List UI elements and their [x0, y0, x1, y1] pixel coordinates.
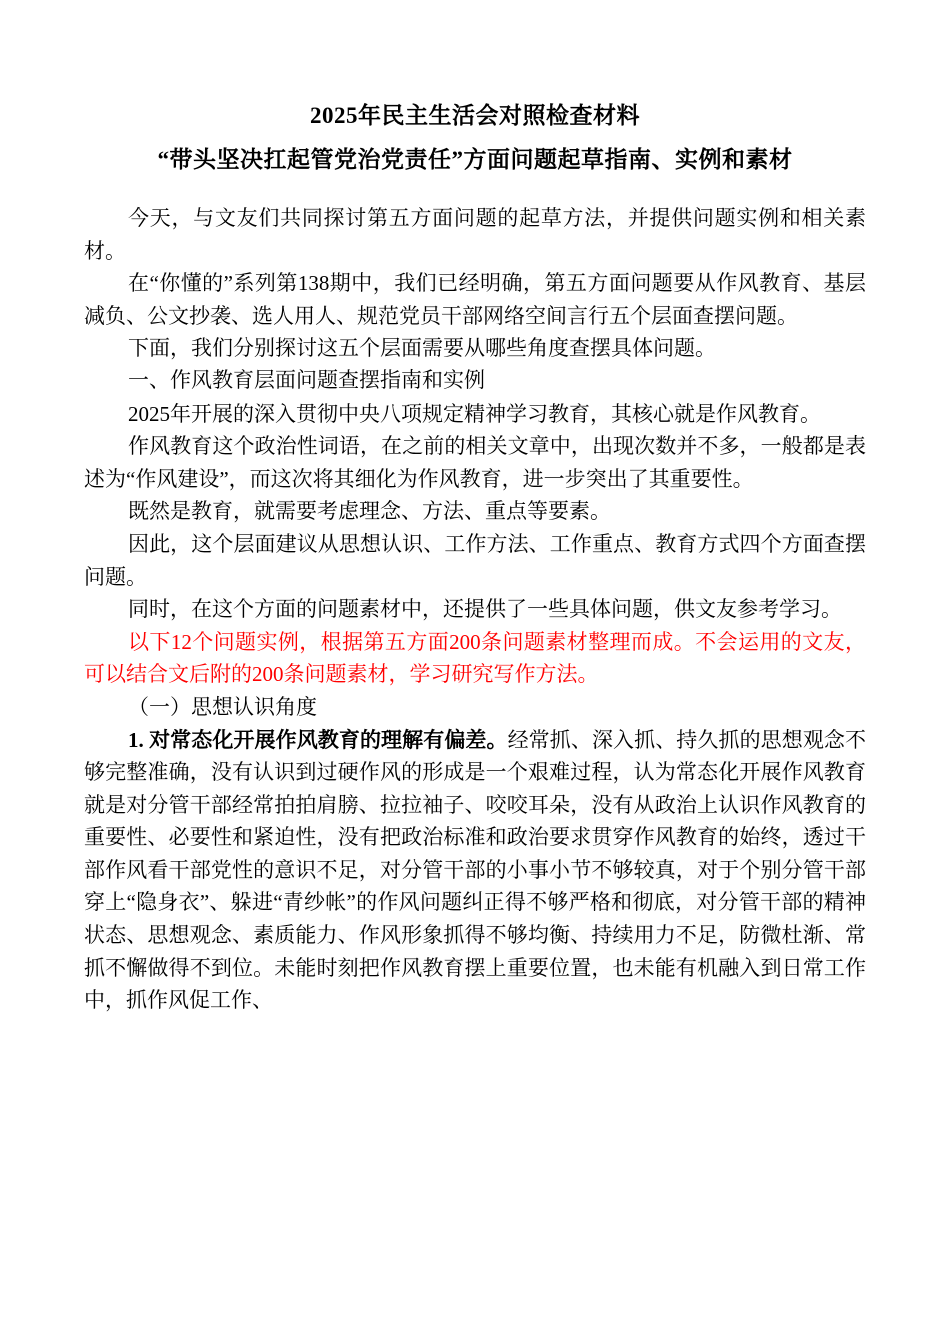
text-segment: 既然是教育，就需要考虑理念、方法、重点等要素。 [128, 499, 611, 524]
text-segment: 在“你懂的”系列第138期中，我们已经明确，第五方面问题要从作风教育、基层减负、公文抄袭、选人用人、规范党员干部网络空间言行五个层面查摆问题。 [84, 271, 866, 328]
text-segment: 作风教育这个政治性词语，在之前的相关文章中，出现次数并不多，一般都是表述为“作风建设”，而这次将其细化为作风教育，进一步突出了其重要性。 [84, 434, 866, 491]
document-title: 2025年民主生活会对照检查材料 [310, 103, 640, 128]
paragraph-bold-note [84, 593, 866, 626]
text-segment: 1. 对常态化开展作风教育的理解有偏差。 [128, 727, 508, 752]
text-segment: 同时，在这个方面的问题素材中，还提供了一些具体问题，供文友参考学习。 [128, 597, 842, 622]
paragraph-transition [84, 332, 866, 365]
text-segment: 今天，与文友们共同探讨第五方面问题的起草方法，并提供问题实例和相关素材。 [84, 206, 866, 263]
paragraph-four-angles [84, 528, 866, 593]
text-segment: 经常抓、深入抓、持久抓的思想观念不够完整准确，没有认识到过硬作风的形成是一个艰难过程，认为常态化开展作风教育就是对分管干部经常拍拍肩膀、拉拉袖子、咬咬耳朵，没有从政治上认识作风教育的重要性、必要性和紧迫性，没有把政治标准和政治要求贯穿作风教育的始终，透过干部作风看干部党性的意识不足，对分管干部的小事小节不够较真，对于个别分管干部穿上“隐身衣”、躲进“青纱帐”的作风问题纠正得不够严格和彻底，对分管干部的精神状态、思想观念、素质能力、作风形象抓得不够均衡、持续用力不足，防微杜渐、常抓不懈做得不到位。未能时刻把作风教育摆上重要位置，也未能有机融入到日常工作中，抓作风促工作、 [84, 727, 867, 1013]
paragraph-intro [84, 202, 866, 267]
paragraph-2025-education [84, 398, 866, 431]
document-subtitle: “带头坚决扛起管党治党责任”方面问题起草指南、实例和素材 [157, 147, 793, 172]
paragraph-education-elements [84, 495, 866, 528]
paragraph-red-note [84, 626, 866, 691]
text-segment: 2025年开展的深入贯彻中央八项规定精神学习教育，其核心就是作风教育。 [128, 401, 821, 426]
text-segment: 以下12个问题实例，根据第五方面200条问题素材整理而成。不会运用的文友，可以结合文后附的200条问题素材，学习研究写作方法。 [84, 629, 866, 687]
text-segment: 下面，我们分别探讨这五个层面需要从哪些角度查摆具体问题。 [128, 336, 716, 361]
section-heading-1 [84, 365, 866, 398]
text-segment: 因此，这个层面建议从思想认识、工作方法、工作重点、教育方式四个方面查摆问题。 [84, 531, 866, 589]
paragraph-term-explanation [84, 430, 866, 495]
subsection-heading-1 [84, 691, 866, 724]
text-segment: 一、作风教育层面问题查摆指南和实例 [128, 368, 485, 392]
text-segment: （一）思想认识角度 [128, 694, 317, 719]
paragraph-series-reference [84, 267, 866, 332]
document-body [84, 202, 866, 1017]
paragraph-problem-example-1 [84, 724, 866, 1017]
